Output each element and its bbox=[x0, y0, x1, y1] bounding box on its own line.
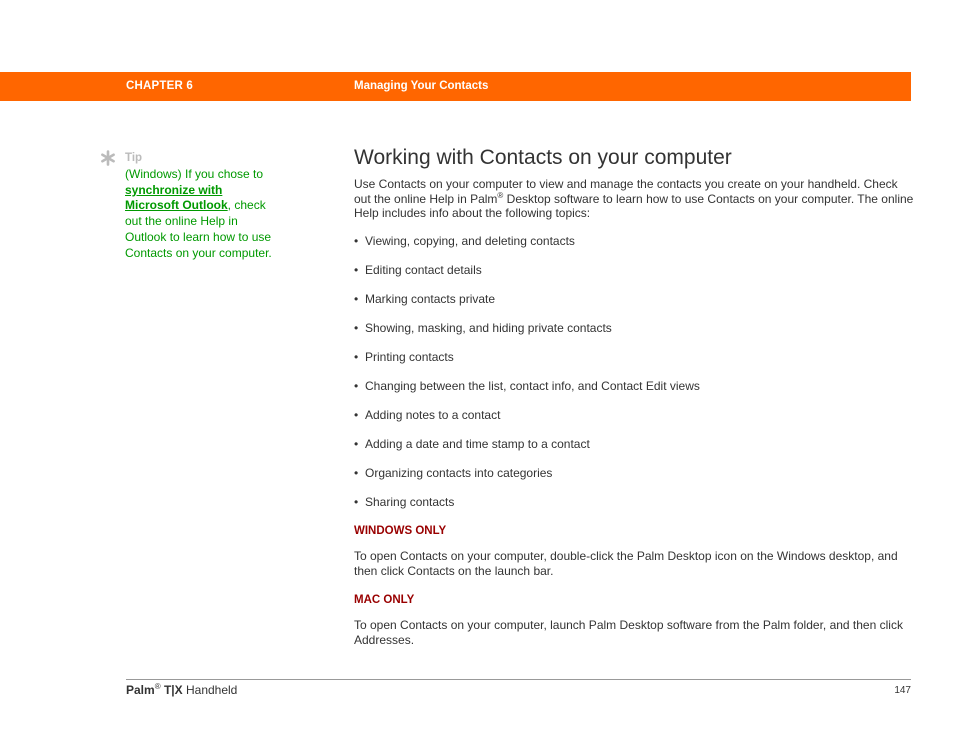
list-item-text: Editing contact details bbox=[365, 262, 482, 277]
page-number: 147 bbox=[894, 685, 911, 696]
list-item: • Showing, masking, and hiding private contacts bbox=[354, 320, 612, 335]
chapter-title: Managing Your Contacts bbox=[354, 80, 489, 92]
list-item: • Changing between the list, contact info, and Contact Edit views bbox=[354, 378, 700, 393]
synchronize-outlook-link[interactable]: synchronize with Microsoft Outlook bbox=[125, 182, 228, 213]
list-item-text: Showing, masking, and hiding private contacts bbox=[365, 320, 612, 335]
topic-list bbox=[354, 234, 914, 524]
list-item-text: Sharing contacts bbox=[365, 494, 455, 509]
list-item: • Printing contacts bbox=[354, 349, 454, 364]
footer-brand bbox=[126, 683, 237, 697]
page-title: Working with Contacts on your computer bbox=[354, 146, 732, 169]
asterisk-icon bbox=[100, 150, 116, 166]
product-name: Handheld bbox=[185, 683, 238, 697]
intro-text-before: Use Contacts on your computer to view and manage the contacts you create on your handheld. Check out the online Help in Palm bbox=[354, 177, 898, 206]
footer-divider bbox=[126, 679, 911, 680]
tip-body bbox=[125, 167, 275, 261]
chapter-header-bar bbox=[0, 72, 911, 101]
windows-only-text: To open Contacts on your computer, double-click the Palm Desktop icon on the Windows desktop, and then click Contacts on the launch bar. bbox=[354, 548, 898, 578]
intro-text-after: Desktop software to learn how to use Contacts on your computer. The online Help includes info about the following topics: bbox=[354, 191, 914, 221]
brand-registered-mark: ® bbox=[154, 682, 161, 691]
tip-text-after: , check out the online Help in Outlook to learn how to use Contacts on your computer. bbox=[125, 198, 272, 260]
main-content bbox=[354, 144, 914, 648]
intro-paragraph bbox=[354, 177, 914, 221]
list-item: • Adding notes to a contact bbox=[354, 407, 501, 422]
windows-only-heading: WINDOWS ONLY bbox=[354, 524, 447, 537]
list-item-text: Organizing contacts into categories bbox=[365, 465, 553, 480]
tip-text-before: (Windows) If you chose to bbox=[125, 167, 264, 181]
list-item-text: Changing between the list, contact info, and Contact Edit views bbox=[365, 378, 700, 393]
list-item: • Adding a date and time stamp to a contact bbox=[354, 436, 590, 451]
list-item-text: Viewing, copying, and deleting contacts bbox=[365, 233, 575, 248]
list-item: • Organizing contacts into categories bbox=[354, 465, 553, 480]
tip-label: Tip bbox=[125, 152, 143, 164]
list-item: • Viewing, copying, and deleting contacts bbox=[354, 233, 575, 248]
list-item: • Sharing contacts bbox=[354, 494, 455, 509]
list-item-text: Printing contacts bbox=[365, 349, 454, 364]
chapter-label: CHAPTER 6 bbox=[126, 80, 193, 92]
list-item-text: Adding a date and time stamp to a contact bbox=[365, 436, 590, 451]
brand-name: Palm bbox=[126, 683, 155, 697]
mac-only-heading: MAC ONLY bbox=[354, 593, 415, 606]
list-item: • Marking contacts private bbox=[354, 291, 496, 306]
list-item: • Editing contact details bbox=[354, 262, 482, 277]
mac-only-text: To open Contacts on your computer, launch Palm Desktop software from the Palm folder, and then click Addresses. bbox=[354, 617, 903, 647]
list-item-text: Marking contacts private bbox=[365, 291, 496, 306]
registered-mark: ® bbox=[497, 190, 504, 200]
list-item-text: Adding notes to a contact bbox=[365, 407, 501, 422]
model-name: T|X bbox=[163, 683, 183, 697]
